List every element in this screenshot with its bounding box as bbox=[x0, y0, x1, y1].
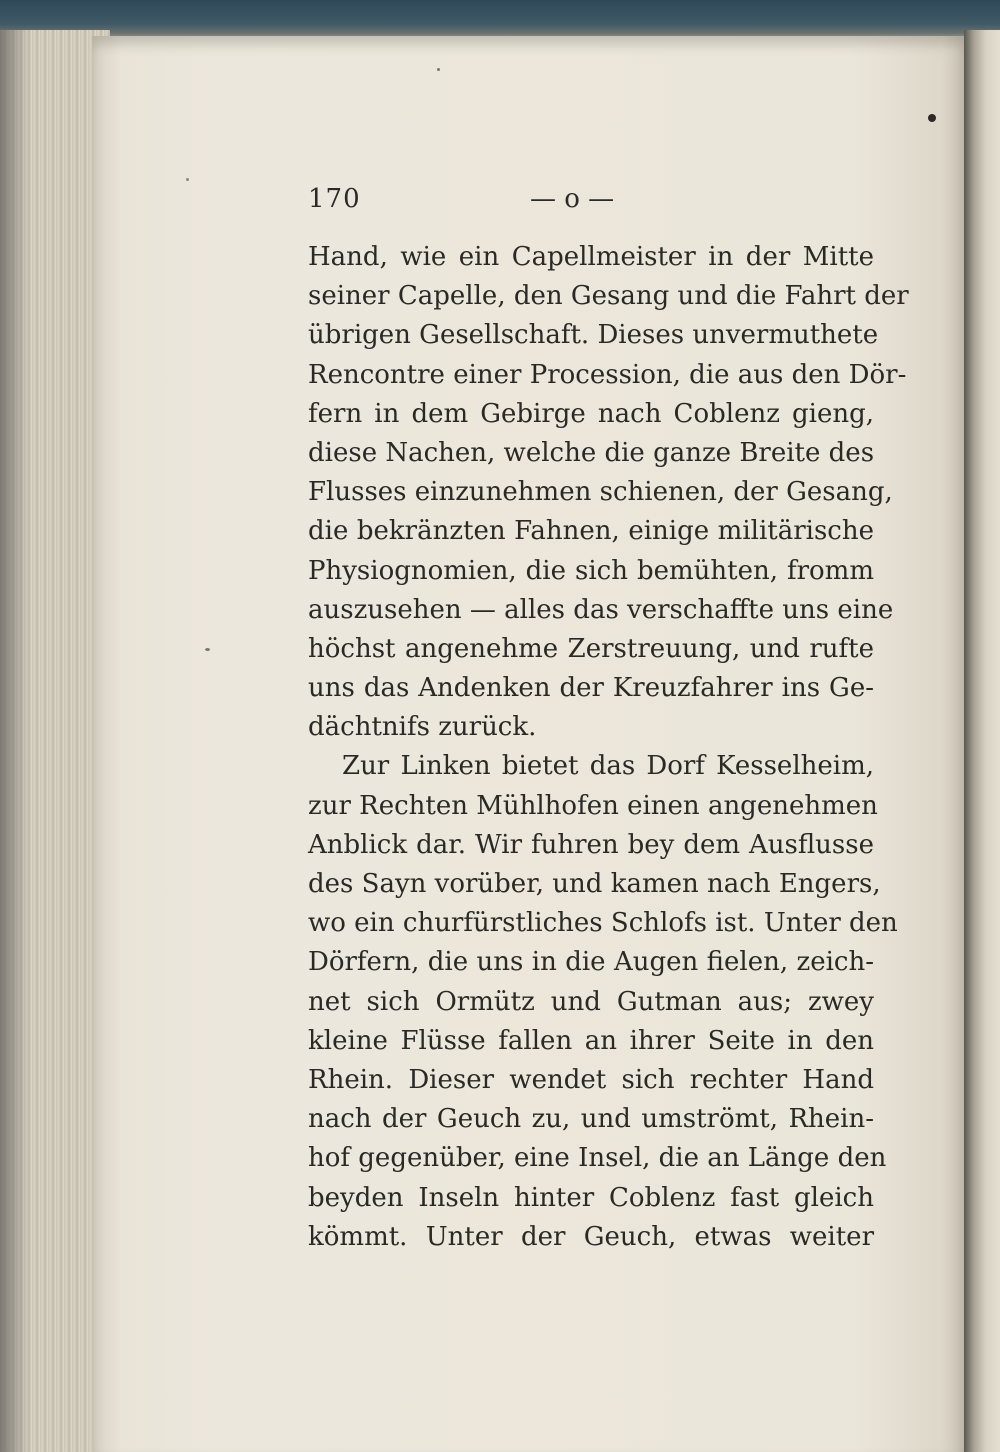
text-line: nach der Geuch zu, und umströmt, Rhein- bbox=[308, 1104, 874, 1135]
text-line: Rhein. Dieser wendet sich rechter Hand bbox=[308, 1064, 874, 1095]
text-line: Physiognomien, die sich bemühten, fromm bbox=[308, 555, 874, 586]
page-number: 170 bbox=[308, 184, 361, 214]
text-line: auszusehen — alles das verschaffte uns eine bbox=[308, 594, 894, 625]
facing-page-edge bbox=[964, 30, 1000, 1452]
text-line: diese Nachen, welche die ganze Breite des bbox=[308, 437, 875, 468]
text-line: Anblick dar. Wir fuhren bey dem Ausflusse bbox=[308, 829, 874, 860]
body-text bbox=[308, 238, 909, 1257]
running-header bbox=[308, 178, 873, 218]
ink-speck bbox=[437, 68, 440, 71]
text-line: übrigen Gesellschaft. Dieses unvermuthete bbox=[308, 320, 879, 351]
text-line: net sich Ormütz und Gutman aus; zwey bbox=[308, 986, 874, 1017]
text-line: hof gegenüber, eine Insel, die an Länge den bbox=[308, 1143, 887, 1174]
text-line: des Sayn vorüber, und kamen nach Engers, bbox=[308, 869, 881, 899]
text-line: Hand, wie ein Capellmeister in der Mitte bbox=[308, 242, 874, 272]
book-cover-edge bbox=[0, 0, 1000, 34]
text-line: wo ein churfürstliches Schlofs ist. Unter den bbox=[308, 908, 898, 939]
ink-speck bbox=[186, 178, 189, 181]
text-line: kömmt. Unter der Geuch, etwas weiter bbox=[308, 1221, 874, 1252]
text-line: beyden Inseln hinter Coblenz fast gleich bbox=[308, 1182, 874, 1213]
text-line: Rencontre einer Procession, die aus den Dör- bbox=[308, 359, 907, 390]
page-edges-shadow bbox=[0, 30, 30, 1452]
text-line: Dörfern, die uns in die Augen fielen, zeich- bbox=[308, 947, 874, 978]
header-ornament: — o — bbox=[530, 184, 615, 214]
text-line: seiner Capelle, den Gesang und die Fahrt der bbox=[308, 281, 909, 312]
paragraph-end-line: dächtnifs zurück. bbox=[308, 712, 537, 743]
paragraph-start-line: Zur Linken bietet das Dorf Kesselheim, bbox=[342, 751, 874, 782]
text-line: uns das Andenken der Kreuzfahrer ins Ge- bbox=[308, 673, 874, 704]
text-line: kleine Flüsse fallen an ihrer Seite in den bbox=[308, 1025, 874, 1056]
text-line: die bekränzten Fahnen, einige militärische bbox=[308, 516, 874, 547]
text-line: zur Rechten Mühlhofen einen angenehmen bbox=[308, 790, 878, 821]
text-line: höchst angenehme Zerstreuung, und rufte bbox=[308, 633, 874, 664]
text-line: fern in dem Gebirge nach Coblenz gieng, bbox=[308, 398, 874, 429]
text-line: Flusses einzunehmen schienen, der Gesang, bbox=[308, 477, 893, 508]
ink-speck bbox=[928, 114, 936, 122]
ink-speck bbox=[205, 648, 210, 651]
